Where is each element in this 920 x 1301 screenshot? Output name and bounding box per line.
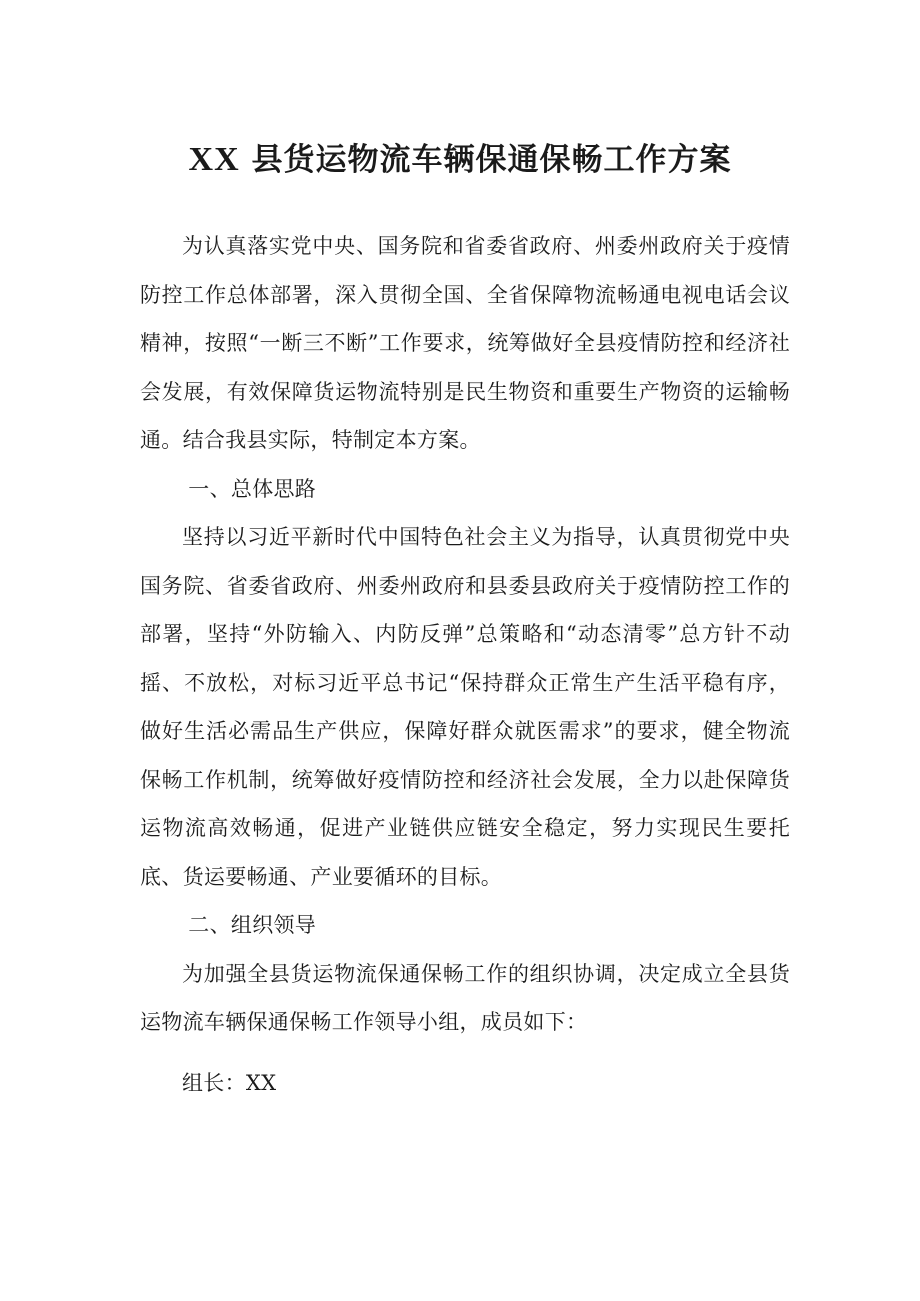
title-prefix: XX bbox=[188, 141, 240, 178]
document-body bbox=[140, 222, 790, 1107]
intro-paragraph: 为认真落实党中央、国务院和省委省政府、州委州政府关于疫情防控工作总体部署，深入贯彻全国、全省保障物流畅通电视电话会议精神，按照“一断三不断”工作要求，统筹做好全县疫情防控和经济社会发展，有效保障货运物流特别是民生物资和重要生产物资的运输畅通。结合我县实际，特制定本方案。 bbox=[140, 234, 790, 452]
organization-paragraph: 为加强全县货运物流保通保畅工作的组织协调，决定成立全县货运物流车辆保通保畅工作领导小组，成员如下： bbox=[140, 961, 790, 1034]
document-title bbox=[0, 132, 920, 188]
section-heading-overall-approach: 一、总体思路 bbox=[188, 476, 317, 501]
overall-approach-paragraph: 坚持以习近平新时代中国特色社会主义为指导，认真贯彻党中央国务院、省委省政府、州委州政府和县委县政府关于疫情防控工作的部署，坚持“外防输入、内防反弹”总策略和“动态清零”总方针不动摇、不放松，对标习近平总书记“保持群众正常生产生活平稳有序，做好生活必需品生产供应，保障好群众就医需求”的要求，健全物流保畅工作机制，统筹做好疫情防控和经济社会发展，全力以赴保障货运物流高效畅通，促进产业链供应链安全稳定，努力实现民生要托底、货运要畅通、产业要循环的目标。 bbox=[140, 525, 790, 889]
team-leader-line: 组长：XX bbox=[182, 1070, 277, 1095]
section-heading-organization: 二、组织领导 bbox=[188, 913, 317, 937]
title-main: 县货运物流车辆保通保畅工作方案 bbox=[251, 142, 732, 178]
